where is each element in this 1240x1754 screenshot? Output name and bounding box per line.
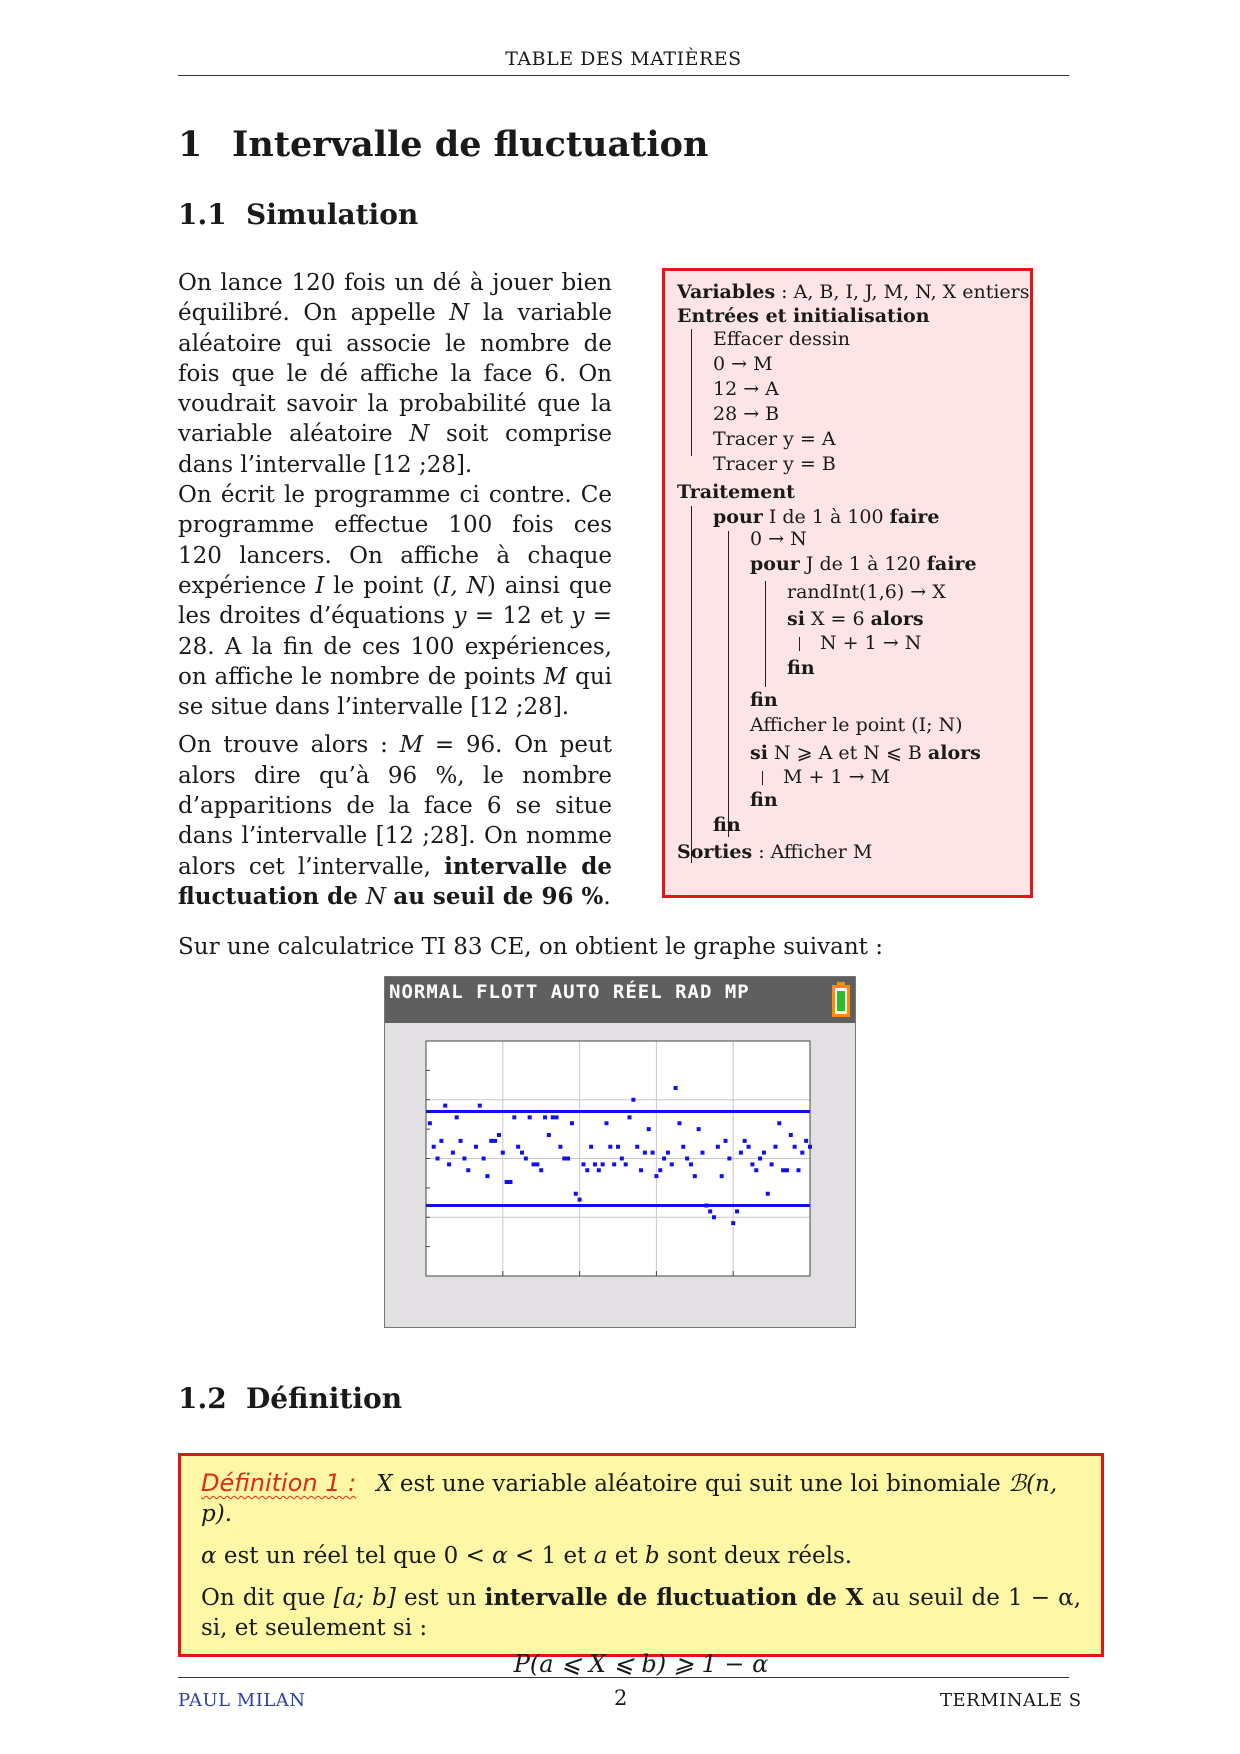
data-point (647, 1127, 651, 1131)
definition-label: Définition 1 : (201, 1469, 357, 1497)
data-point (685, 1157, 689, 1161)
algo-outputs: Sorties : Afficher M (677, 841, 873, 863)
data-point (628, 1115, 632, 1119)
data-point (658, 1168, 662, 1172)
algo-input-line: Effacer dessin (713, 328, 850, 350)
data-point (727, 1157, 731, 1161)
calculator-screen (384, 976, 856, 1328)
data-point (766, 1192, 770, 1196)
calculator-status-bar (385, 977, 855, 1023)
data-point (754, 1168, 758, 1172)
data-point (428, 1121, 432, 1125)
battery-icon (831, 982, 851, 1018)
data-point (758, 1157, 762, 1161)
data-point (631, 1098, 635, 1102)
intro-paragraph-1: On lance 120 fois un dé à jouer bien équilibré. On appelle N la variable aléatoire qui associe le nombre de fois que le dé affiche la face 6. On voudrait savoir la probabilité que la variable aléatoire N soit comprise dans l’intervalle [12 ;28]. On écrit le programme ci contre. Ce programme effectue 100 fois ces 120 lancers. On affiche à chaque expérience I le point (I, N) ainsi que les droites d’équations y = 12 et y = 28. A la fin de ces 100 expériences, on affiche le nombre de points M qui se situe dans l’intervalle [12 ;28]. (178, 270, 612, 721)
data-point (432, 1145, 436, 1149)
data-point (743, 1139, 747, 1143)
data-point (654, 1174, 658, 1178)
data-point (528, 1115, 532, 1119)
data-point (773, 1145, 777, 1149)
data-point (804, 1139, 808, 1143)
data-point (750, 1162, 754, 1166)
data-point (466, 1168, 470, 1172)
data-point (762, 1151, 766, 1155)
data-point (601, 1162, 605, 1166)
algo-inputs-label: Entrées et initialisation (677, 305, 930, 327)
definition-formula: P(a ⩽ X ⩽ b) ⩾ 1 − α (513, 1650, 769, 1678)
subsection-number: 1.1 (178, 198, 227, 231)
data-point (785, 1168, 789, 1172)
data-point (585, 1168, 589, 1172)
definition-line-1: Définition 1 : X est une variable aléatoire qui suit une loi binomiale ℬ(n, p). (201, 1469, 1058, 1527)
data-point (708, 1209, 712, 1213)
algo-if-n: si N ⩾ A et N ⩽ B alors (750, 742, 981, 764)
data-point (635, 1145, 639, 1149)
algo-for-j: pour J de 1 à 120 faire (750, 553, 977, 575)
intro-paragraph-2: On trouve alors : M = 96. On peut alors dire qu’à 96 %, le nombre d’apparitions de la face 6 se situe dans l’intervalle [12 ;28]. On nomme alors cet l’intervalle, intervalle de fluctuation de N au seuil de 96 %. (178, 732, 612, 910)
subsection-number: 1.2 (178, 1382, 227, 1415)
algo-variables: Variables : A, B, I, J, M, N, X entiers (677, 281, 1030, 303)
data-point (443, 1104, 447, 1108)
data-point (704, 1204, 708, 1208)
data-point (608, 1145, 612, 1149)
algo-end: fin (787, 657, 815, 679)
data-point (593, 1162, 597, 1166)
data-point (612, 1162, 616, 1166)
data-point (562, 1157, 566, 1161)
algo-end: fin (713, 814, 741, 836)
data-point (716, 1145, 720, 1149)
data-point (770, 1162, 774, 1166)
section-heading (178, 124, 708, 165)
data-point (482, 1157, 486, 1161)
section-title: Intervalle de fluctuation (232, 124, 709, 165)
data-point (666, 1151, 670, 1155)
data-point (662, 1157, 666, 1161)
data-point (777, 1121, 781, 1125)
data-point (555, 1115, 559, 1119)
data-point (436, 1157, 440, 1161)
definition-line-3: On dit que [a; b] est un intervalle de fluctuation de X au seuil de 1 − α, si, et seulement si : (201, 1584, 1081, 1641)
algo-input-line: 0 → M (713, 353, 773, 375)
data-point (651, 1151, 655, 1155)
data-point (520, 1151, 524, 1155)
data-point (796, 1168, 800, 1172)
data-point (535, 1162, 539, 1166)
data-point (670, 1162, 674, 1166)
data-point (497, 1133, 501, 1137)
data-point (455, 1115, 459, 1119)
algo-if-x: si X = 6 alors (787, 608, 924, 630)
intro-text (178, 268, 612, 920)
algo-block-bar (765, 581, 766, 687)
algo-reset-n: 0 → N (750, 528, 807, 550)
subsection-heading-definition (178, 1382, 402, 1415)
algo-block-bar (691, 329, 692, 456)
subsection-heading-simulation (178, 198, 418, 231)
data-point (558, 1145, 562, 1149)
section-number: 1 (178, 124, 203, 165)
subsection-title: Simulation (246, 198, 419, 231)
algorithm-box (662, 268, 1033, 898)
data-point (570, 1121, 574, 1125)
scatter-plot (385, 1023, 854, 1326)
data-point (478, 1104, 482, 1108)
data-point (589, 1145, 593, 1149)
data-point (459, 1139, 463, 1143)
data-point (539, 1168, 543, 1172)
calculator-caption: Sur une calculatrice TI 83 CE, on obtient le graphe suivant : (178, 934, 883, 960)
data-point (489, 1139, 493, 1143)
algo-block-bar (728, 531, 729, 837)
definition-line-2: α est un réel tel que 0 < α < 1 et a et b sont deux réels. (201, 1543, 853, 1569)
data-point (693, 1174, 697, 1178)
algo-input-line: Tracer y = B (713, 453, 836, 475)
algo-block-bar (691, 506, 692, 863)
data-point (700, 1151, 704, 1155)
data-point (505, 1180, 509, 1184)
data-point (681, 1145, 685, 1149)
subsection-title: Définition (246, 1382, 403, 1415)
data-point (712, 1215, 716, 1219)
data-point (720, 1174, 724, 1178)
data-point (793, 1145, 797, 1149)
footer-level: TERMINALE S (940, 1690, 1082, 1711)
data-point (547, 1133, 551, 1137)
data-point (800, 1151, 804, 1155)
algo-input-line: 12 → A (713, 378, 779, 400)
algo-block-bar (762, 771, 763, 785)
data-point (674, 1086, 678, 1090)
data-point (578, 1198, 582, 1202)
algo-inc-m: M + 1 → M (783, 766, 890, 788)
data-point (447, 1162, 451, 1166)
algo-plot-point: Afficher le point (I; N) (750, 714, 963, 736)
data-point (516, 1145, 520, 1149)
data-point (808, 1145, 812, 1149)
data-point (735, 1209, 739, 1213)
data-point (543, 1115, 547, 1119)
definition-box (178, 1453, 1104, 1678)
data-point (512, 1115, 516, 1119)
data-point (697, 1127, 701, 1131)
data-point (532, 1162, 536, 1166)
footer-rule (178, 1677, 1069, 1678)
data-point (508, 1180, 512, 1184)
footer-author: PAUL MILAN (178, 1690, 306, 1711)
algo-processing-label: Traitement (677, 481, 795, 503)
data-point (731, 1221, 735, 1225)
algo-end: fin (750, 789, 778, 811)
data-point (724, 1139, 728, 1143)
algo-block-bar (799, 637, 800, 651)
data-point (789, 1133, 793, 1137)
header-rule (178, 75, 1069, 76)
running-head: TABLE DES MATIÈRES (505, 48, 742, 70)
algo-input-line: Tracer y = A (713, 428, 836, 450)
data-point (677, 1121, 681, 1125)
data-point (616, 1145, 620, 1149)
data-point (597, 1168, 601, 1172)
page-number: 2 (614, 1686, 628, 1710)
data-point (485, 1174, 489, 1178)
data-point (462, 1157, 466, 1161)
algo-inc-n: N + 1 → N (820, 632, 922, 654)
data-point (624, 1162, 628, 1166)
data-point (747, 1145, 751, 1149)
algo-for-i: pour I de 1 à 100 faire (713, 506, 940, 528)
data-point (566, 1157, 570, 1161)
calculator-status-text: NORMAL FLOTT AUTO RÉEL RAD MP (389, 981, 750, 1003)
data-point (524, 1157, 528, 1161)
data-point (474, 1145, 478, 1149)
data-point (643, 1151, 647, 1155)
data-point (551, 1115, 555, 1119)
data-point (451, 1151, 455, 1155)
data-point (501, 1151, 505, 1155)
data-point (574, 1192, 578, 1196)
data-point (739, 1151, 743, 1155)
data-point (781, 1168, 785, 1172)
data-point (689, 1162, 693, 1166)
algo-end: fin (750, 689, 778, 711)
data-point (604, 1121, 608, 1125)
data-point (439, 1139, 443, 1143)
data-point (493, 1139, 497, 1143)
data-point (581, 1162, 585, 1166)
algo-rand: randInt(1,6) → X (787, 581, 946, 603)
data-point (620, 1157, 624, 1161)
data-point (639, 1168, 643, 1172)
algo-input-line: 28 → B (713, 403, 780, 425)
